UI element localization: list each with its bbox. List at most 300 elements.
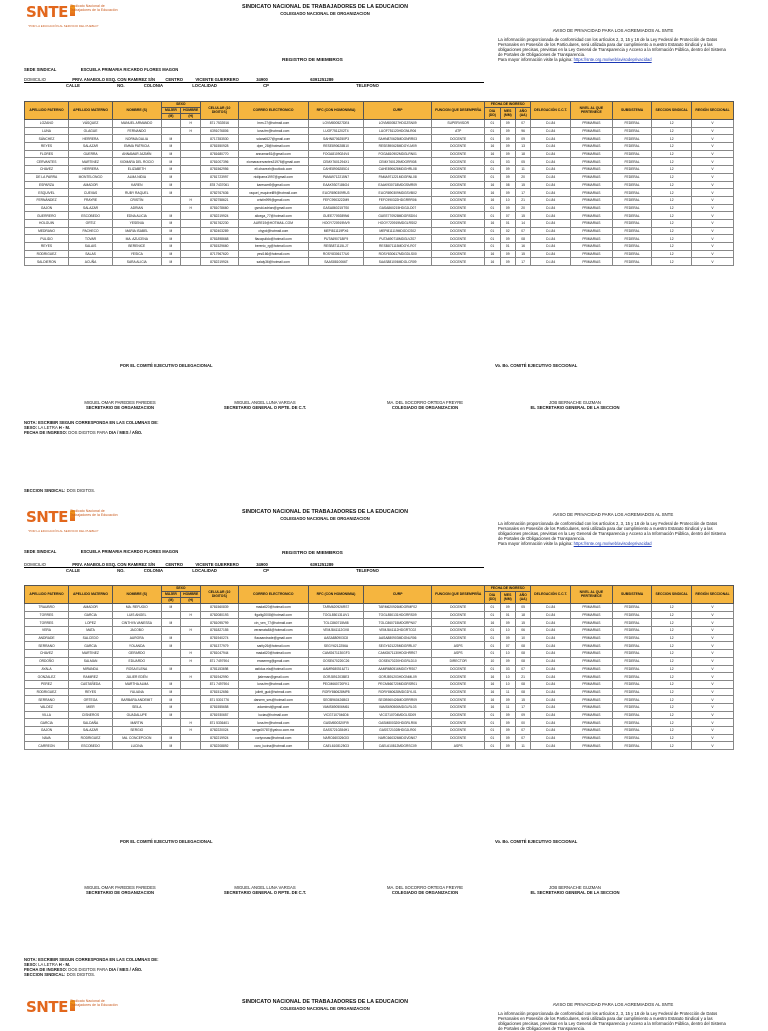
signature-colegiado: MA. DEL SOCORRO ORTEGA FREYRE COLEGIADO DE ORGANIZACION [386, 400, 464, 410]
table-row [25, 196, 734, 204]
table-cell: 02 [500, 227, 515, 235]
table-cell: MIRANDA [69, 665, 113, 673]
table-cell: 09 [500, 173, 515, 181]
table-cell [181, 135, 201, 143]
table-cell: M [161, 158, 181, 166]
table-cell: V [692, 604, 734, 612]
table-cell: 18 [515, 611, 530, 619]
signature-secretario-general: MIGUEL ANGEL LUNA VARGAS SECRETARIO GENERAL O RPTE. DE C.T. [223, 400, 307, 410]
table-cell: DOCENTE [432, 219, 485, 227]
table-cell: PRIMARIAS [570, 642, 612, 650]
table-cell: PRIMARIAS [570, 650, 612, 658]
telefono-value: 6391251289 [310, 77, 334, 82]
table-cell: D-I-84 [531, 650, 571, 658]
table-cell: D-I-84 [531, 696, 571, 704]
table-cell: M [161, 742, 181, 750]
snte-logo-tagline: "POR LA EDUCACIÓN AL SERVICIO DEL PUEBLO" [28, 529, 99, 533]
table-cell: 8781680770 [201, 150, 238, 158]
table-cell: ELIZABETH [113, 166, 161, 174]
privacy-body: La información proporcionada de conformidad con los artículos 2, 3, 15 y 16 de la Ley Federal de Protección de Datos Personales en Posesión de los Particulares, será utilizada para dar cumplimiento a nuestro Estatuto Sindical y a las obligaciones precisas, previstas en la Ley General de Transparencia y Acceso a la Información Pública, dentro del Sistema de Portales de Obligaciones de Transparencia. [498, 37, 726, 57]
table-cell [181, 181, 201, 189]
table-cell: DOCENTE [432, 719, 485, 727]
table-cell: RUBY RAQUEL [113, 189, 161, 197]
table-cell: 12 [652, 166, 692, 174]
colegiado-title: COLEGIADO NACIONAL DE ORGANIZACION [280, 516, 370, 521]
table-cell: 12 [652, 650, 692, 658]
table-cell: PRIMARIAS [570, 189, 612, 197]
table-cell: SALAZAR [69, 204, 113, 212]
table-cell: FEDERAL [612, 650, 652, 658]
vobo-label: Vo. Bo. COMITÉ EJECUTIVO SECCIONAL [495, 839, 578, 844]
table-cell: 8782758621 [201, 196, 238, 204]
table-cell: ESPARZA [25, 181, 69, 189]
table-cell: PULIDO [25, 235, 69, 243]
table-cell [181, 143, 201, 151]
table-cell: LOVM800527DE4 [309, 120, 364, 128]
table-cell [161, 650, 181, 658]
table-cell: D-I-84 [531, 258, 571, 266]
table-cell: 16 [485, 219, 500, 227]
signature-secretario-seccion: JOB BERNACHE GUZMAN EL SECRETARIO GENERAL DE LA SECCION [530, 400, 620, 410]
table-cell: TOGL850131HDGRRS09 [364, 611, 432, 619]
table-cell: MIER [69, 703, 113, 711]
table-cell [181, 219, 201, 227]
table-cell: V [692, 120, 734, 128]
table-cell: ANDRADE [25, 634, 69, 642]
table-cell: D-I-84 [531, 711, 571, 719]
table-cell: DOCENTE [432, 196, 485, 204]
privacy-link[interactable]: https://snte.org.mx/web/avisodeprivacidad [573, 541, 652, 546]
seccion-note: SECCION SINDICAL: DOS DIGITOS. [24, 488, 96, 493]
table-cell [161, 673, 181, 681]
table-cell: 12 [652, 158, 692, 166]
table-cell: 8781940274 [201, 634, 238, 642]
table-cell: FEDERAL [612, 135, 652, 143]
table-cell: V [692, 711, 734, 719]
table-cell: 12 [652, 742, 692, 750]
table-cell: 8782220024 [201, 727, 238, 735]
table-cell: NARC660326MDGVDN07 [364, 734, 432, 742]
table-cell: DOCENTE [432, 703, 485, 711]
table-cell: PRIMARIAS [570, 657, 612, 665]
union-title: SINDICATO NACIONAL DE TRABAJADORES DE LA EDUCACION [241, 509, 409, 515]
table-cell [181, 235, 201, 243]
table-cell: 01 [500, 219, 515, 227]
table-row [25, 734, 734, 742]
table-cell [181, 680, 201, 688]
table-cell: 12 [652, 619, 692, 627]
table-cell: D-I-84 [531, 196, 571, 204]
table-cell [181, 604, 201, 612]
table-cell: V [692, 619, 734, 627]
snte-logo-subtitle: Sindicato Nacional de Trabajadores de la Educación [70, 509, 118, 517]
table-cell: 8781529660 [201, 243, 238, 251]
table-cell: RORY860628MP8 [309, 688, 364, 696]
table-cell: 12 [652, 196, 692, 204]
sede-value: ESCUELA PRIMARIA RICARDO FLORES MAGON [80, 549, 179, 554]
table-cell: GAJON [25, 204, 69, 212]
table-cell: 11 [515, 742, 530, 750]
table-cell: RESE890628MDGYLM09 [364, 143, 432, 151]
table-cell: 12 [652, 227, 692, 235]
table-cell: 8781153698 [201, 665, 238, 673]
table-row [25, 120, 734, 128]
table-cell: FERNANDO [113, 127, 161, 135]
table-cell: PRIMARIAS [570, 150, 612, 158]
table-cell: HOLGUIN [25, 219, 69, 227]
table-cell: 01 [485, 650, 500, 658]
table-cell: 8781550928 [201, 143, 238, 151]
table-cell: VEMJ841112GV8 [309, 627, 364, 635]
domicilio-captions: CALLE NO. COLONIA LOCALIDAD CP TELEFONO [66, 568, 379, 573]
table-cell: 871 7497904 [201, 680, 238, 688]
table-cell [161, 120, 181, 128]
table-cell: D-I-84 [531, 219, 571, 227]
table-cell: raquel_esquivel89@hotmail.com [238, 189, 308, 197]
table-cell: SÁNCHEZ [25, 135, 69, 143]
snte-logo-wordmark: SNTE [26, 998, 75, 1016]
table-row [25, 680, 734, 688]
table-cell: FEDERAL [612, 619, 652, 627]
table-cell: luna.fer@hotmail.com [238, 719, 308, 727]
privacy-more: Para mayor información visite la página: https://snte.org.mx/web/avisodeprivacidad [498, 541, 652, 546]
table-cell: 01 [485, 204, 500, 212]
table-cell: 09 [500, 657, 515, 665]
table-cell: GUADALUPE [113, 711, 161, 719]
table-cell: PRIMARIAS [570, 243, 612, 251]
table-cell: 01 [485, 634, 500, 642]
table-cell: DOCENTE [432, 143, 485, 151]
table-cell: CAEL610812MDGRSC09 [364, 742, 432, 750]
table-cell: 09 [500, 120, 515, 128]
table-cell: FEDERAL [612, 235, 652, 243]
table-row [25, 634, 734, 642]
table-row [25, 173, 734, 181]
table-row [25, 650, 734, 658]
table-cell: VÁSQUEZ [69, 120, 113, 128]
table-cell: BARBARA ANDEMIT [113, 696, 161, 704]
table-cell: PRIMARIAS [570, 634, 612, 642]
table-cell: 17 [515, 703, 530, 711]
table-cell [181, 711, 201, 719]
table-cell: ROSA ELENA [113, 665, 161, 673]
table-cell: juliett_gud@hotmail.com [238, 688, 308, 696]
table-row [25, 642, 734, 650]
table-cell: coriyrosas@hotmail.com [238, 734, 308, 742]
table-cell: 01 [485, 212, 500, 220]
table-cell: 12 [652, 120, 692, 128]
table-cell: EUCR890309RU3 [309, 189, 364, 197]
table-cell: 12 [652, 703, 692, 711]
table-cell: GUERRERO [25, 212, 69, 220]
table-cell: V [692, 143, 734, 151]
table-cell: FEDERAL [612, 734, 652, 742]
table-cell: 12 [652, 189, 692, 197]
table-cell: SERGIO [113, 727, 161, 735]
table-cell: RODRIGUEZ [25, 250, 69, 258]
table-cell: 12 [652, 727, 692, 735]
snte-logo-subtitle: Sindicato Nacional de Trabajadores de la Educación [70, 4, 118, 12]
table-cell: 12 [652, 143, 692, 151]
table-cell: lucias@hotmail.com [238, 711, 308, 719]
table-cell: 09 [500, 204, 515, 212]
table-cell: PRIMARIAS [570, 219, 612, 227]
table-cell: M [161, 258, 181, 266]
table-cell: 01 [485, 158, 500, 166]
table-cell: 8782219924 [201, 212, 238, 220]
table-cell: 16 [485, 258, 500, 266]
table-cell: 01 [485, 235, 500, 243]
table-cell: V [692, 166, 734, 174]
sede-value: ESCUELA PRIMARIA RICARDO FLORES MAGON [80, 67, 179, 72]
table-cell: ESCOBEDO [69, 212, 113, 220]
table-cell: SEILA [113, 703, 161, 711]
table-cell: D-I-84 [531, 189, 571, 197]
table-cell: ALMA NIDIA [113, 173, 161, 181]
table-cell: AMADOR [69, 604, 113, 612]
table-cell: REYES [25, 143, 69, 151]
table-cell: 8782208892 [201, 742, 238, 750]
table-cell: V [692, 650, 734, 658]
snte-logo [26, 3, 126, 28]
signature-secretario-seccion: JOB BERNACHE GUZMAN EL SECRETARIO GENERAL DE LA SECCION [530, 885, 620, 895]
table-cell: 01 [485, 627, 500, 635]
table-cell: M [161, 219, 181, 227]
table-cell: SAAS881006MDGLCR09 [364, 258, 432, 266]
table-cell: 6391076806 [201, 127, 238, 135]
privacy-notice [498, 512, 728, 546]
table-cell: SALAZAR [69, 143, 113, 151]
localidad-value: VICENTE GUERRERO [195, 562, 239, 567]
document-header [200, 4, 450, 16]
table-cell: PRIMARIAS [570, 727, 612, 735]
table-cell: M [161, 173, 181, 181]
table-cell: DOCENTE [432, 243, 485, 251]
register-title: REGISTRO DE MIEMBROS [282, 551, 343, 556]
table-cell: PRIMARIAS [570, 235, 612, 243]
table-cell: 11 [515, 166, 530, 174]
colonia-value: CENTRO [165, 77, 183, 82]
table-cell: DOCENTE [432, 604, 485, 612]
table-cell: YOLANDA [113, 642, 161, 650]
privacy-heading: AVISO DE PRIVACIDAD PARA LOS AGREMIADOS AL SNTE [552, 28, 674, 33]
table-cell: M [161, 688, 181, 696]
table-cell: 09 [500, 250, 515, 258]
table-cell: D-I-84 [531, 235, 571, 243]
table-cell: FEDERAL [612, 227, 652, 235]
table-cell: M [161, 696, 181, 704]
table-cell: YESICA [113, 250, 161, 258]
table-cell: 15 [515, 250, 530, 258]
table-cell: alicega_77@hotmail.com [238, 212, 308, 220]
table-cell: 00 [515, 719, 530, 727]
table-cell: DOCENTE [432, 166, 485, 174]
table-body [25, 604, 734, 750]
table-cell: CAHE8906285C4 [309, 166, 364, 174]
table-cell: V [692, 181, 734, 189]
table-row [25, 143, 734, 151]
privacy-heading: AVISO DE PRIVACIDAD PARA LOS AGREMIADOS AL SNTE [552, 512, 674, 517]
privacy-notice [498, 1002, 728, 1031]
table-cell: 8782403289 [201, 227, 238, 235]
table-cell: sergs00787@yahoo.com.mx [238, 727, 308, 735]
table-cell: jtaleman@gmail.com [238, 673, 308, 681]
table-cell: V [692, 627, 734, 635]
table-cell: TARM620926RS7 [309, 604, 364, 612]
table-cell: PRIMARIAS [570, 734, 612, 742]
table-cell: flacapulido@hotmail.com [238, 235, 308, 243]
table-cell: VILLA [25, 711, 69, 719]
table-cell: CAHE890628MDGHRL08 [364, 166, 432, 174]
vobo-label: Vo. Bo. COMITÉ EJECUTIVO SECCIONAL [495, 363, 578, 368]
table-cell: 871 5301776 [201, 696, 238, 704]
table-row [25, 227, 734, 235]
table-cell: 18 [515, 150, 530, 158]
table-cell: M [161, 212, 181, 220]
table-cell: 01 [485, 642, 500, 650]
table-cell: M [161, 680, 181, 688]
table-cell: PRIMARIAS [570, 696, 612, 704]
sede-row [24, 67, 178, 72]
table-cell: 12 [652, 250, 692, 258]
por-comite-label: POR EL COMITÉ EJECUTIVO DELEGACIONAL [120, 839, 213, 844]
table-cell: CARREON [25, 742, 69, 750]
table-cell: ORTEGA [69, 696, 113, 704]
table-cell: 8782219924 [201, 734, 238, 742]
table-cell: 12 [652, 135, 692, 143]
table-cell: D-I-84 [531, 150, 571, 158]
table-cell: 09 [515, 135, 530, 143]
table-row [25, 258, 734, 266]
table-cell: PRIMARIAS [570, 227, 612, 235]
table-cell: chypd@hotmail.com [238, 227, 308, 235]
table-cell: 09 [500, 135, 515, 143]
table-cell: V [692, 680, 734, 688]
table-cell: 8781555658 [201, 703, 238, 711]
table-cell: TOLC860715MI8 [309, 619, 364, 627]
table-cell: 01 [485, 227, 500, 235]
table-cell: GUEE7709289N6 [309, 212, 364, 220]
table-cell: V [692, 634, 734, 642]
table-cell: nidiiparra1997@gmail.com [238, 173, 308, 181]
table-cell: astiduz.ela@hotmail.com [238, 665, 308, 673]
table-cell: H [181, 627, 201, 635]
table-cell: JACOBO [113, 627, 161, 635]
table-cell: PRIMARIAS [570, 250, 612, 258]
table-cell: 09 [500, 150, 515, 158]
table-cell: V [692, 235, 734, 243]
table-cell: HERRERA [69, 166, 113, 174]
table-cell [161, 657, 181, 665]
table-cell: SALCEDO [69, 634, 113, 642]
table-cell: DOCENTE [432, 258, 485, 266]
table-cell: DOCENTE [432, 235, 485, 243]
table-cell: D-I-84 [531, 120, 571, 128]
table-cell: caro_lucina@hotmail.com [238, 742, 308, 750]
domicilio-label: DOMICILIO [24, 77, 46, 82]
table-cell: FEDERAL [612, 634, 652, 642]
table-cell: M [161, 604, 181, 612]
table-cell: LOPEZ [69, 619, 113, 627]
table-cell [181, 634, 201, 642]
table-cell: NAVA [25, 734, 69, 742]
table-cell: PRIMARIAS [570, 604, 612, 612]
table-cell: PRIMARIAS [570, 120, 612, 128]
table-cell: PECM660720MDGRSR01 [364, 680, 432, 688]
table-cell: D-I-84 [531, 619, 571, 627]
table-cell: CEMX760129MDGRRI08 [364, 158, 432, 166]
table-cell: AASA880903C8 [309, 634, 364, 642]
table-cell: 16 [485, 680, 500, 688]
table-cell: PRIMARIAS [570, 204, 612, 212]
table-cell: TORRES [25, 619, 69, 627]
table-cell: 12 [652, 219, 692, 227]
table-cell [161, 127, 181, 135]
table-cell: PRIMARIAS [570, 611, 612, 619]
privacy-link[interactable]: https://snte.org.mx/web/avisodeprivacidad [573, 57, 652, 62]
table-cell: V [692, 642, 734, 650]
table-cell: CAEL6108125G3 [309, 742, 364, 750]
table-cell: 12 [652, 173, 692, 181]
table-cell: V [692, 742, 734, 750]
table-cell: 8717353530 [201, 135, 238, 143]
table-cell [181, 665, 201, 673]
table-cell: SAAS8810066T [309, 258, 364, 266]
table-cell: DOCENTE [432, 158, 485, 166]
table-cell: 16 [515, 243, 530, 251]
table-cell: FLORES [25, 150, 69, 158]
instructions-note: NOTA: ESCRIBIR SEGUN CORRESPONDA EN LAS COLUMNAS DE: SEXO: LA LETRA H - M. FECHA DE INGRESO: DOS DIGITOS PARA DIA / MES / AÑO. [24, 420, 159, 435]
table-cell: luna.fer@hotmail.com [238, 680, 308, 688]
table-cell: SALAS [69, 250, 113, 258]
snte-logo-wordmark: SNTE [26, 3, 75, 21]
table-cell: V [692, 734, 734, 742]
table-cell: V [692, 258, 734, 266]
table-cell: 01 [485, 734, 500, 742]
table-cell: MANUEL ARMANDO [113, 120, 161, 128]
table-cell: OOSE670220HDGRLD10 [364, 657, 432, 665]
table-cell: PUTA690718IF9 [309, 235, 364, 243]
table-cell: PRIMARIAS [570, 158, 612, 166]
domicilio-label: DOMICILIO [24, 562, 46, 567]
domicilio-value: PRIV. ANABOLO ESQ. CON RAMIREZ S/N [72, 562, 155, 567]
table-cell: 21 [515, 673, 530, 681]
table-cell: EMMA PATRICIA [113, 143, 161, 151]
table-cell: 01 [485, 665, 500, 673]
table-cell: 08 [515, 657, 530, 665]
table-cell: LUIS ANGEL [113, 611, 161, 619]
table-cell: PRIMARIAS [570, 127, 612, 135]
table-cell: 8717967620 [201, 250, 238, 258]
table-cell: 08 [515, 650, 530, 658]
table-cell: 07 [500, 212, 515, 220]
table-cell: 871 7533916 [201, 120, 238, 128]
table-cell: RESB871115LJ7 [309, 243, 364, 251]
table-cell: V [692, 243, 734, 251]
table-cell: 12 [652, 611, 692, 619]
table-cell [181, 243, 201, 251]
table-cell: YESENIA [113, 219, 161, 227]
table-cell: 12 [652, 680, 692, 688]
table-cell: FEDERAL [612, 711, 652, 719]
table-cell: RODRIGUEZ [69, 734, 113, 742]
table-cell: FEDERAL [612, 243, 652, 251]
table-cell: SALDAÑA [69, 719, 113, 727]
table-cell: JULIER EDÉN [113, 673, 161, 681]
table-cell: PECM660720FK1 [309, 680, 364, 688]
members-table-1 [24, 101, 734, 266]
table-cell: PRIMARIAS [570, 742, 612, 750]
